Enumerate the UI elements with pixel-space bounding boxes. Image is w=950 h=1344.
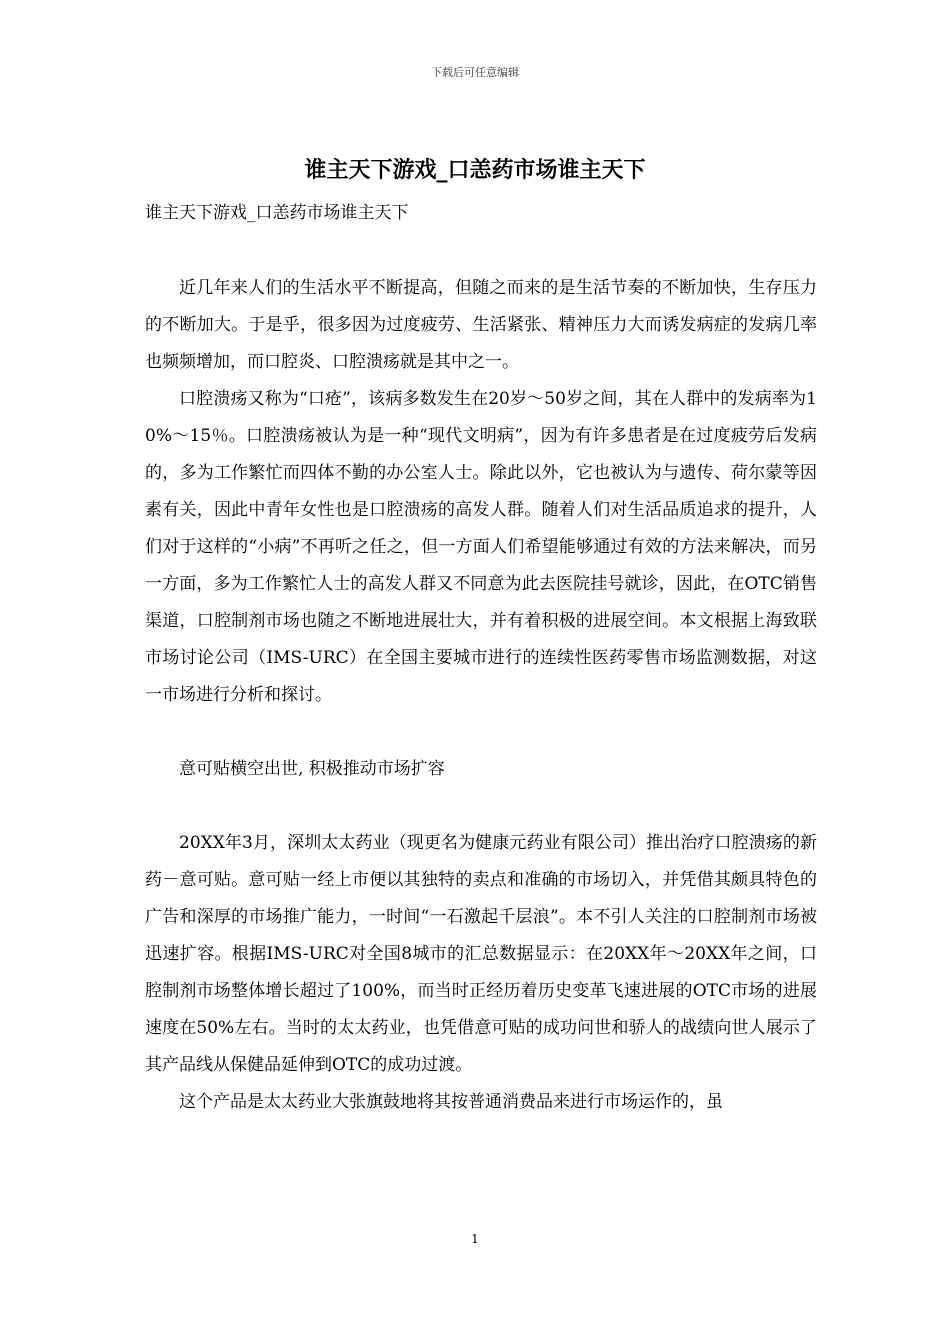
paragraph: 口腔溃疡又称为“口疮”，该病多数发生在20岁～50岁之间，其在人群中的发病率为10%～15％。口腔溃疡被认为是一种“现代文明病”，因为有许多患者是在过度疲劳后发病的，多为工作繁忙而四体不勤的办公室人士。除此以外，它也被认为与遗传、荷尔蒙等因素有关，因此中青年女性也是口腔溃疡的高发人群。随着人们对生活品质追求的提升，人们对于这样的“小病”不再听之任之，但一方面人们希望能够通过有效的方法来解决，而另一方面，多为工作繁忙人士的高发人群又不同意为此去医院挂号就诊，因此，在OTC销售渠道，口腔制剂市场也随之不断地进展壮大，并有着积极的进展空间。本文根据上海致联市场讨论公司（IMS-URC）在全国主要城市进行的连续性医药零售市场监测数据，对这一市场进行分析和探讨。 (145, 389, 817, 705)
page-number: 1 (471, 1232, 479, 1246)
document-title: 谁主天下游戏_口恙药市场谁主天下 (304, 157, 646, 183)
section-heading: 意可贴横空出世, 积极推动市场扩容 (179, 759, 445, 779)
header-note: 下载后可任意编辑 (431, 66, 519, 79)
document-subtitle: 谁主天下游戏_口恙药市场谁主天下 (145, 203, 409, 223)
paragraph: 20XX年3月，深圳太太药业（现更名为健康元药业有限公司）推出治疗口腔溃疡的新药－意可贴。意可贴一经上市便以其独特的卖点和准确的市场切入，并凭借其颇具特色的广告和深厚的市场推广能力，一时间“一石激起千层浪”。本不引人关注的口腔制剂市场被迅速扩容。根据IMS-URC对全国8城市的汇总数据显示：在20XX年～20XX年之间，口腔制剂市场整体增长超过了100%，而当时正经历着历史变革飞速进展的OTC市场的进展速度在50%左右。当时的太太药业，也凭借意可贴的成功问世和骄人的战绩向世人展示了其产品线从保健品延伸到OTC的成功过渡。 (145, 833, 817, 1075)
paragraph: 这个产品是太太药业大张旗鼓地将其按普通消费品来进行市场运作的，虽 (179, 1092, 723, 1112)
paragraph: 近几年来人们的生活水平不断提高，但随之而来的是生活节奏的不断加快，生存压力的不断加大。于是乎，很多因为过度疲劳、生活紧张、精神压力大而诱发病症的发病几率也频频增加，而口腔炎、口腔溃疡就是其中之一。 (145, 278, 817, 372)
document-body (145, 270, 817, 1121)
